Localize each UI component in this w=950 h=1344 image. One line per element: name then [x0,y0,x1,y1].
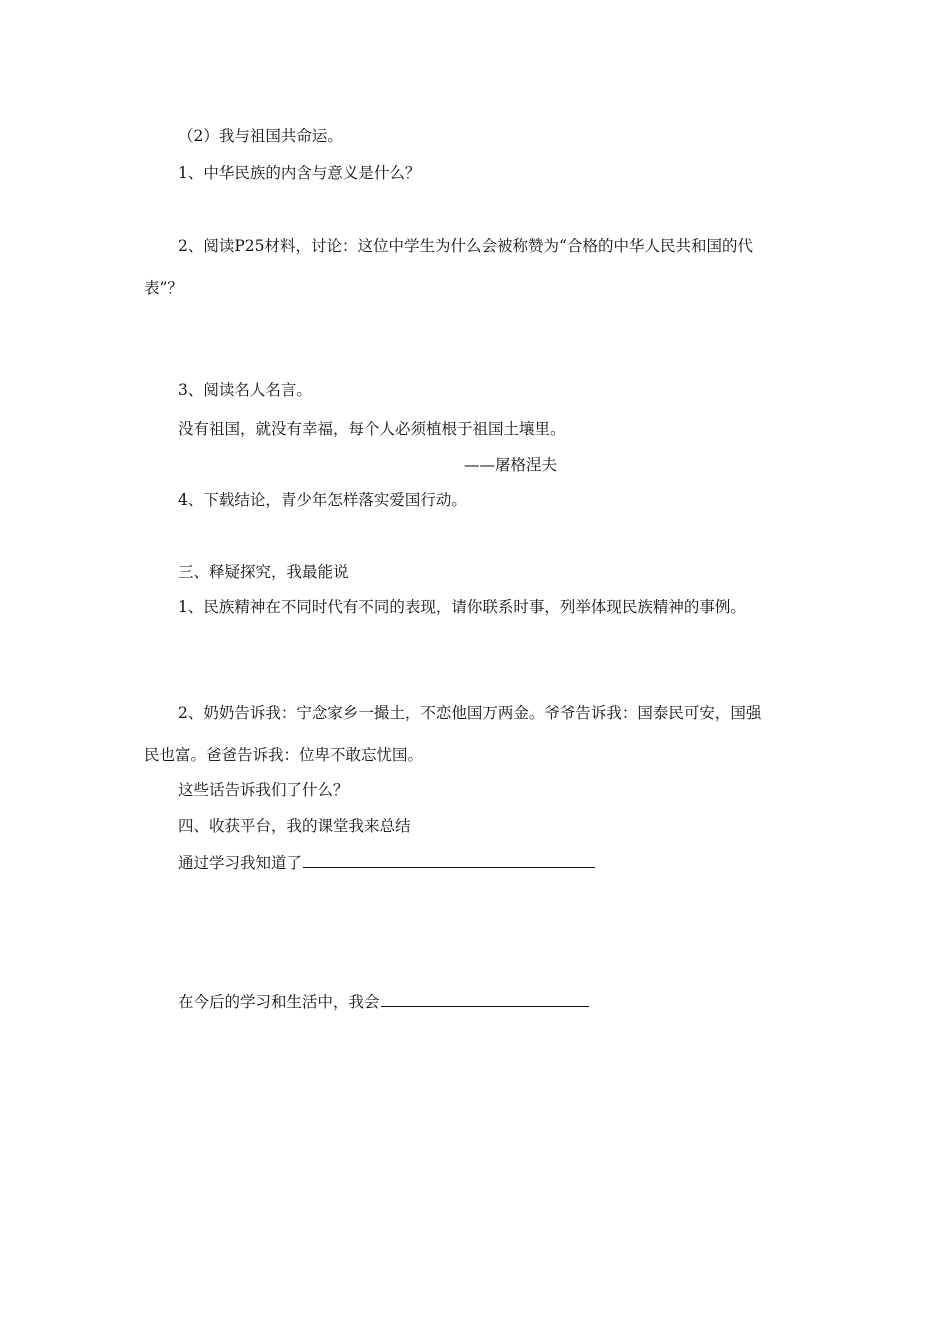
future-plan-row [178,990,589,1012]
section2-question-2-line-2: 表”？ [144,279,183,297]
quote-author: ——屠格涅夫 [464,456,558,474]
future-answer-blank[interactable] [381,990,589,1007]
future-prompt: 在今后的学习和生活中，我会 [178,993,380,1011]
section3-question-2-prompt: 这些话告诉我们了什么？ [178,781,349,799]
section3-question-2-line-1: 2、奶奶告诉我：宁念家乡一撮土，不恋他国万两金。爷爷告诉我：国泰民可安，国强 [178,704,762,722]
learned-answer-blank[interactable] [303,851,595,868]
section2-question-3: 3、阅读名人名言。 [178,381,312,399]
famous-quote: 没有祖国，就没有幸福，每个人必须植根于祖国土壤里。 [178,420,566,438]
section2-question-1: 1、中华民族的内含与意义是什么？ [178,164,421,182]
section4-heading: 四、收获平台，我的课堂我来总结 [178,817,411,835]
learned-prompt: 通过学习我知道了 [178,854,303,872]
section3-heading: 三、释疑探究，我最能说 [178,563,349,581]
section2-question-2-line-1: 2、阅读P25材料，讨论：这位中学生为什么会被称赞为“合格的中华人民共和国的代 [178,237,753,255]
section3-question-2-line-2: 民也富。爸爸告诉我：位卑不敢忘忧国。 [144,746,424,764]
section3-question-1: 1、民族精神在不同时代有不同的表现，请你联系时事，列举体现民族精神的事例。 [178,598,746,616]
section2-heading: （2）我与祖国共命运。 [178,127,343,145]
section2-question-4: 4、下载结论，青少年怎样落实爱国行动。 [178,491,467,509]
learned-summary-row [178,851,595,873]
